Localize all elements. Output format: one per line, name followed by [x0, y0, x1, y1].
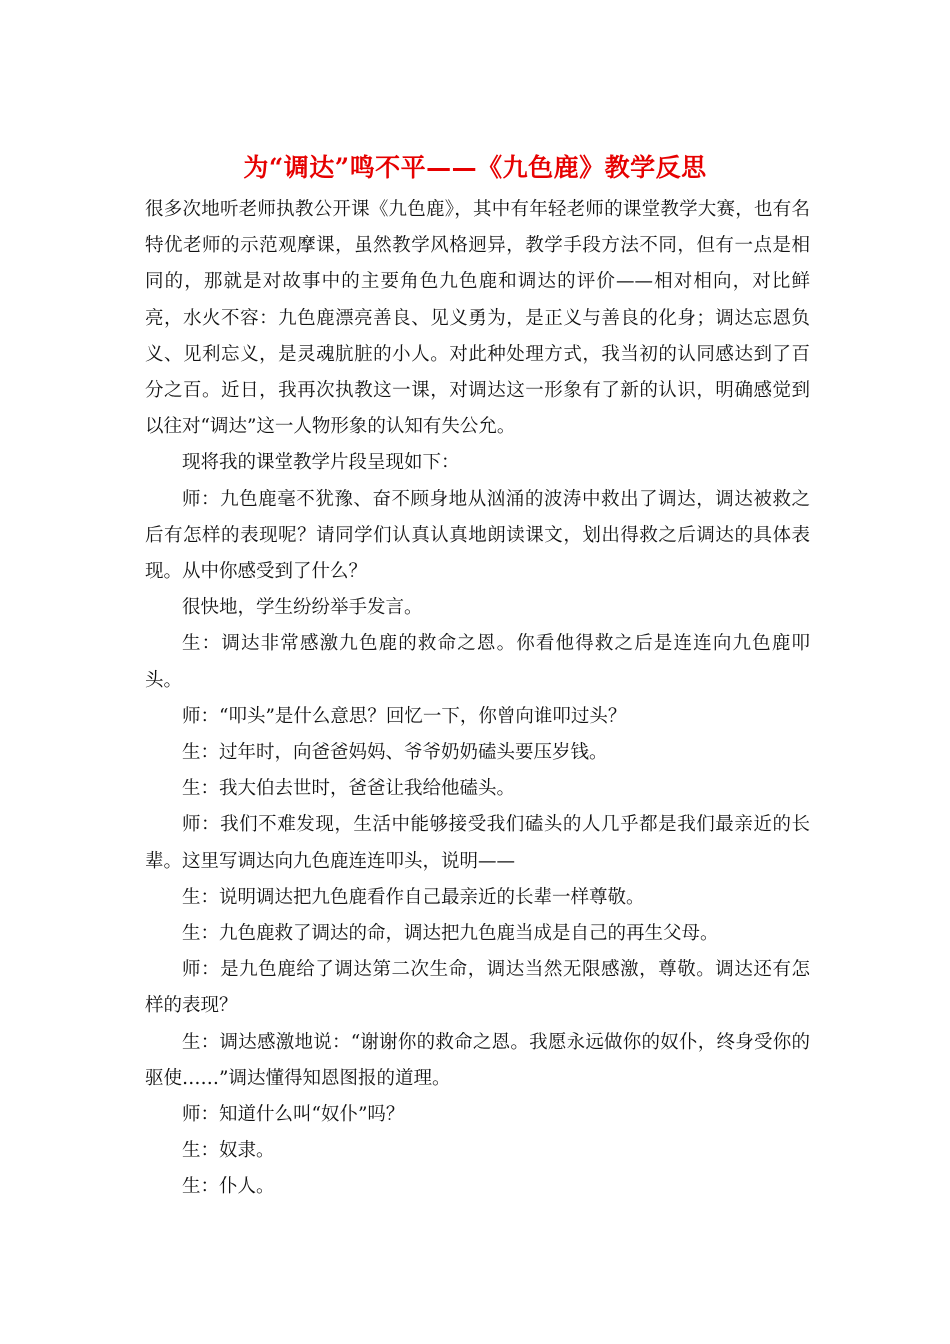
paragraph-intro: 很多次地听老师执教公开课《九色鹿》，其中有年轻老师的课堂教学大赛，也有名特优老师的示范观摩课，虽然教学风格迥异，教学手段方法不同，但有一点是相同的，那就是对故事中的主要角色九色鹿和调达的评价——相对相向，对比鲜亮，水火不容：九色鹿漂亮善良、见义勇为，是正义与善良的化身；调达忘恩负义、见利忘义，是灵魂肮脏的小人。对此种处理方式，我当初的认同感达到了百分之百。近日，我再次执教这一课，对调达这一形象有了新的认识，明确感觉到以往对“调达”这一人物形象的认知有失公允。: [145, 199, 810, 438]
paragraph: 师：九色鹿毫不犹豫、奋不顾身地从汹涌的波涛中救出了调达，调达被救之后有怎样的表现呢？请同学们认真认真地朗读课文，划出得救之后调达的具体表现。从中你感受到了什么？: [145, 488, 810, 583]
paragraph: 生：仆人。: [182, 1176, 275, 1198]
paragraph: 师：“叩头”是什么意思？回忆一下，你曾向谁叩过头？: [182, 705, 627, 727]
document-body: [145, 192, 810, 1206]
paragraph: 生：调达非常感激九色鹿的救命之恩。你看他得救之后是连连向九色鹿叩头。: [145, 633, 810, 691]
paragraph: 师：知道什么叫“奴仆”吗？: [182, 1104, 405, 1126]
paragraph: 生：奴隶。: [182, 1140, 275, 1162]
paragraph: 师：我们不难发现，生活中能够接受我们磕头的人几乎都是我们最亲近的长辈。这里写调达向九色鹿连连叩头，说明——: [145, 814, 810, 872]
document-title: 为“调达”鸣不平——《九色鹿》教学反思: [243, 153, 707, 182]
paragraph: 生：九色鹿救了调达的命，调达把九色鹿当成是自己的再生父母。: [182, 923, 719, 945]
paragraph: 很快地，学生纷纷举手发言。: [182, 597, 423, 619]
paragraph: 生：过年时，向爸爸妈妈、爷爷奶奶磕头要压岁钱。: [182, 742, 608, 764]
paragraph: 师：是九色鹿给了调达第二次生命，调达当然无限感激，尊敬。调达还有怎样的表现？: [145, 959, 810, 1017]
paragraph: 现将我的课堂教学片段呈现如下：: [182, 452, 460, 474]
paragraph: 生：我大伯去世时，爸爸让我给他磕头。: [182, 778, 516, 800]
paragraph: 生：调达感激地说：“谢谢你的救命之恩。我愿永远做你的奴仆，终身受你的驱使……”调达懂得知恩图报的道理。: [145, 1031, 810, 1089]
paragraph: 生：说明调达把九色鹿看作自己最亲近的长辈一样尊敬。: [182, 886, 645, 908]
